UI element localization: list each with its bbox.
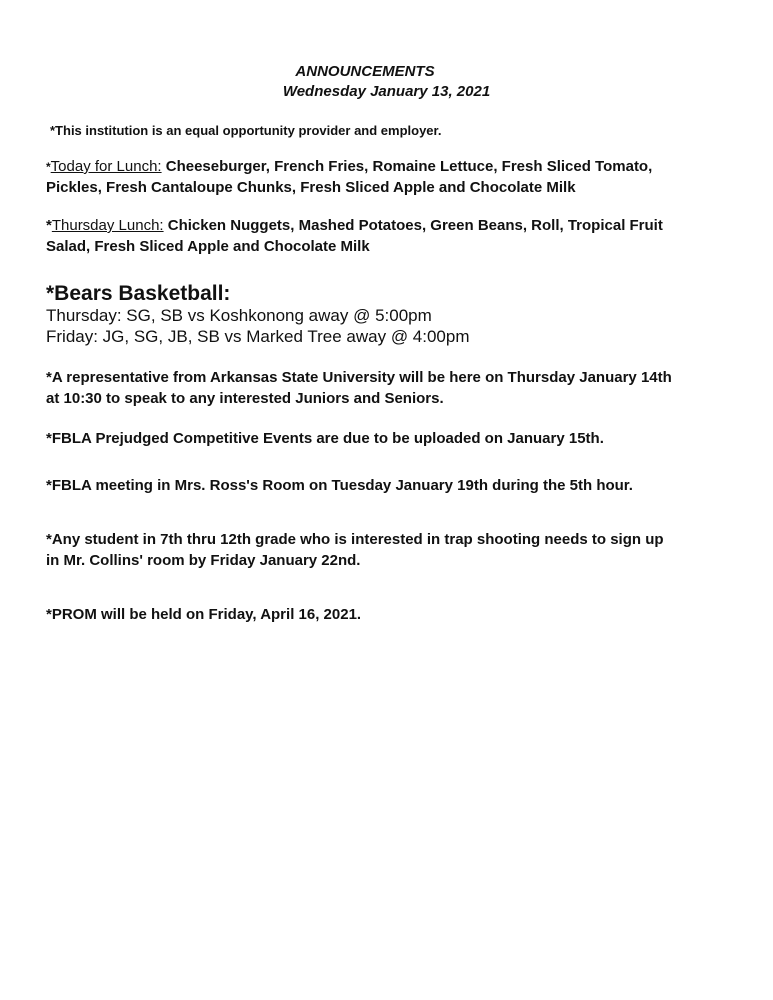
basketball-heading: *Bears Basketball: xyxy=(46,282,231,305)
thursday-lunch-label: Thursday Lunch: xyxy=(51,217,164,234)
thursday-lunch-menu-1: Chicken Nuggets, Mashed Potatoes, Green Beans, Roll, Tropical Fruit xyxy=(163,217,663,234)
today-lunch-line-2: Pickles, Fresh Cantaloupe Chunks, Fresh Sliced Apple and Chocolate Milk xyxy=(46,179,576,196)
trap-line-2: in Mr. Collins' room by Friday January 22nd. xyxy=(46,552,361,569)
thursday-lunch-star: * xyxy=(46,217,52,234)
thursday-lunch-line-1 xyxy=(46,215,663,236)
asu-line-1: *A representative from Arkansas State University will be here on Thursday January 14th xyxy=(46,369,672,386)
page-date: Wednesday January 13, 2021 xyxy=(282,83,491,100)
trap-line-1: *Any student in 7th thru 12th grade who is interested in trap shooting needs to sign up xyxy=(46,531,664,548)
today-lunch-label: Today for Lunch: xyxy=(50,158,162,175)
today-lunch-menu-1: Cheeseburger, French Fries, Romaine Lettuce, Fresh Sliced Tomato, xyxy=(161,158,653,175)
today-lunch-star: * xyxy=(46,160,51,174)
equal-opportunity-notice: *This institution is an equal opportunity provider and employer. xyxy=(50,123,442,138)
basketball-thursday: Thursday: SG, SB vs Koshkonong away @ 5:00pm xyxy=(46,306,432,325)
today-lunch-line-1 xyxy=(46,156,652,178)
prom-notice: *PROM will be held on Friday, April 16, 2021. xyxy=(46,606,362,623)
basketball-friday: Friday: JG, SG, JB, SB vs Marked Tree away @ 4:00pm xyxy=(46,327,470,346)
page-title: ANNOUNCEMENTS xyxy=(295,63,435,80)
thursday-lunch-line-2: Salad, Fresh Sliced Apple and Chocolate Milk xyxy=(46,238,370,255)
asu-line-2: at 10:30 to speak to any interested Juniors and Seniors. xyxy=(46,390,444,407)
fbla-meeting: *FBLA meeting in Mrs. Ross's Room on Tuesday January 19th during the 5th hour. xyxy=(46,477,633,494)
fbla-events: *FBLA Prejudged Competitive Events are due to be uploaded on January 15th. xyxy=(46,430,604,447)
